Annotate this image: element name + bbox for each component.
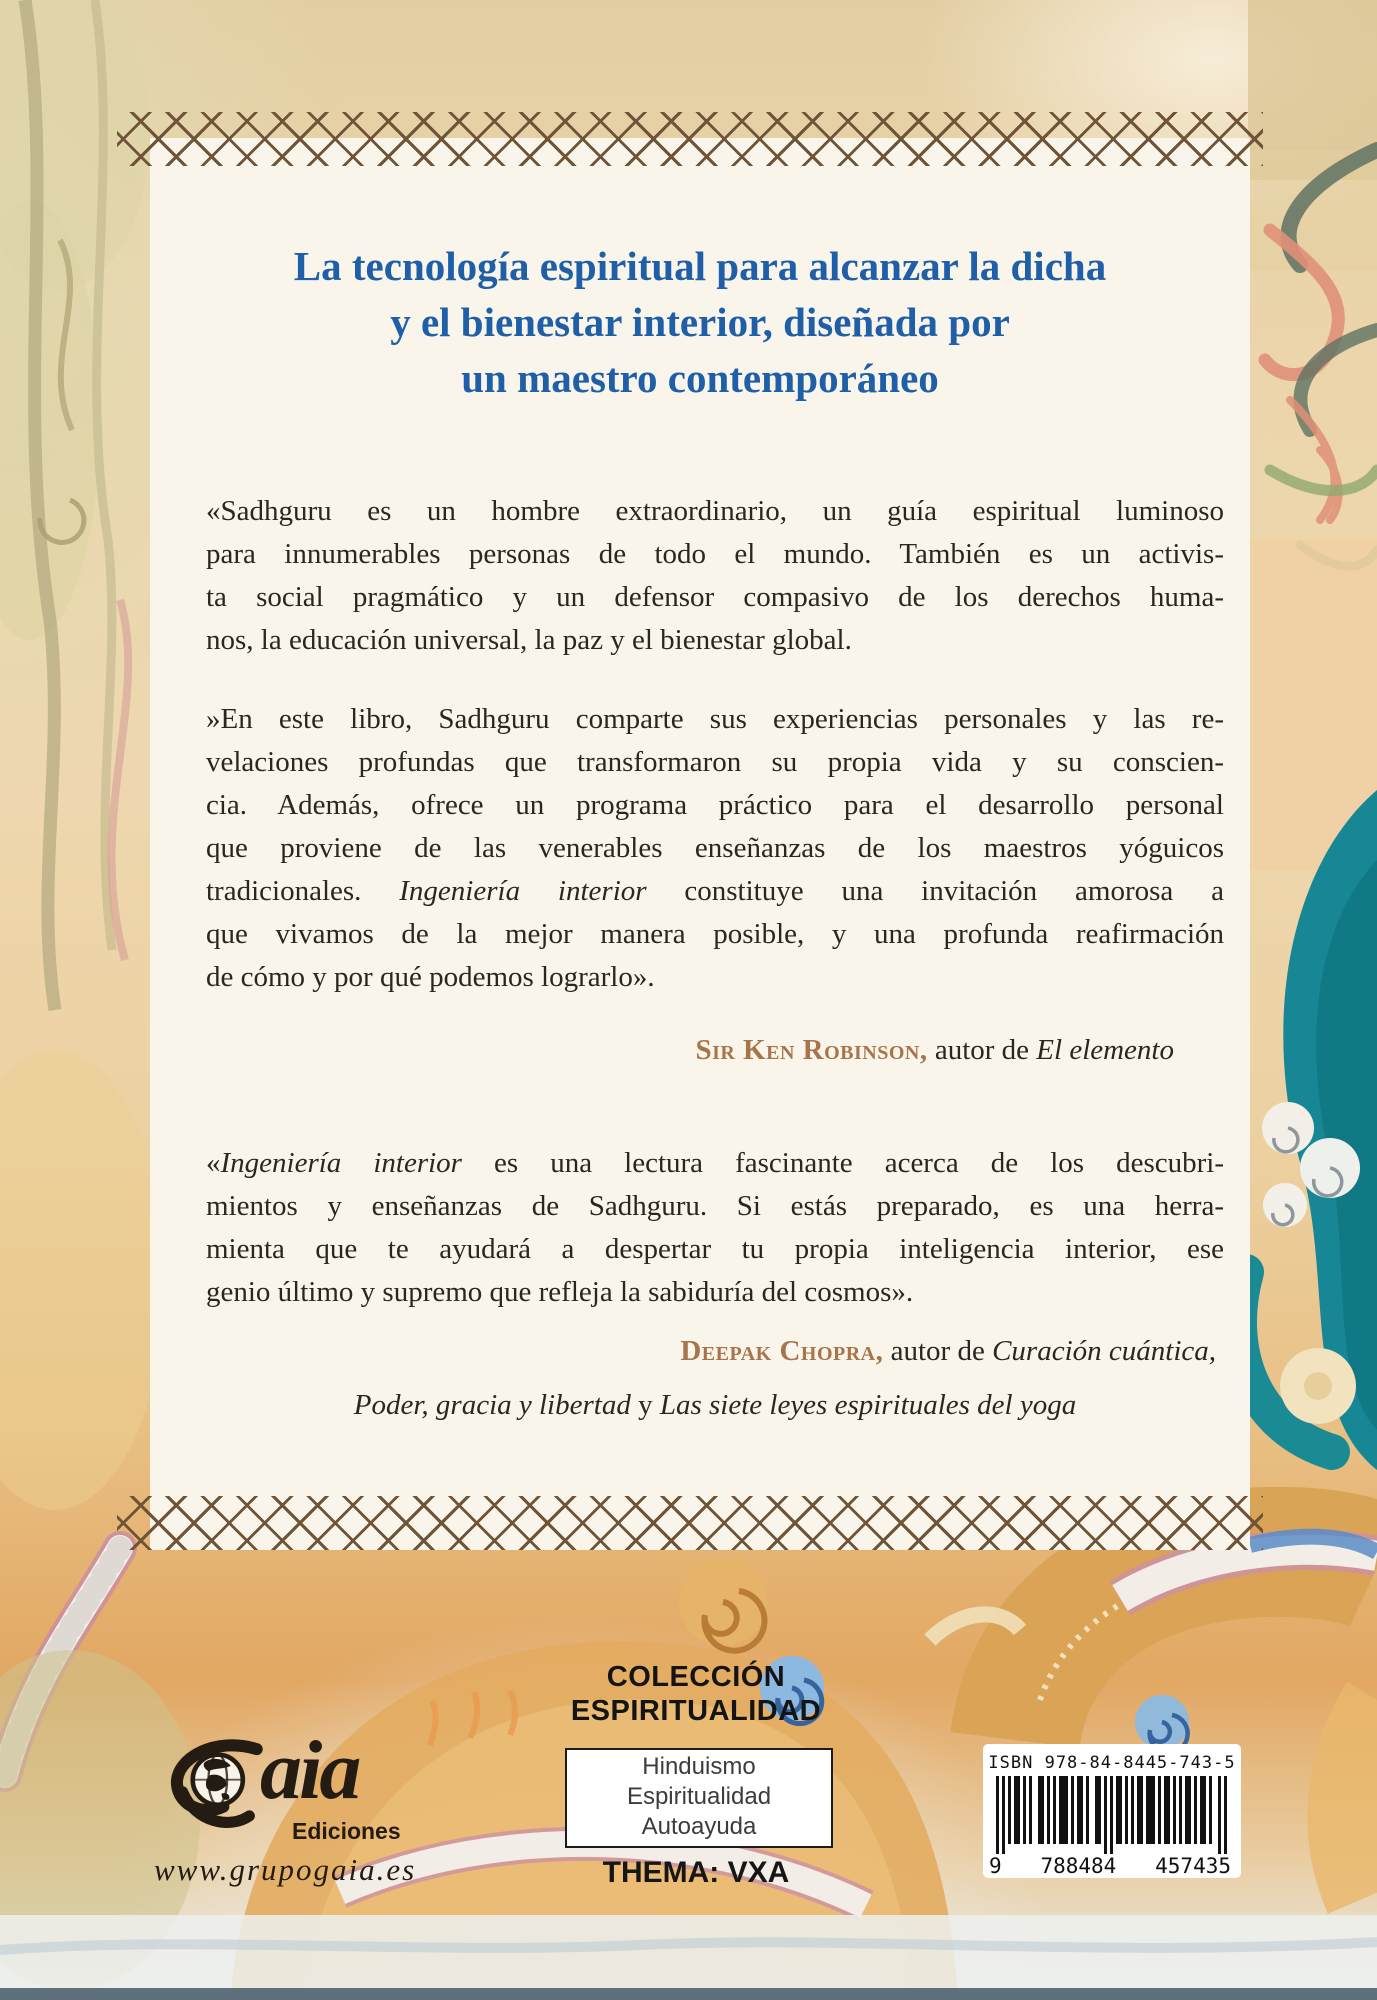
quote-line xyxy=(206,870,1224,913)
barcode-digits xyxy=(989,1854,1231,1878)
text-panel xyxy=(150,138,1250,1550)
attribution-name: Deepak Chopra, xyxy=(680,1335,884,1367)
attribution-text: autor de xyxy=(883,1335,993,1367)
quote-line: ta social pragmático y un defensor compasivo de los derechos huma- xyxy=(206,581,1224,613)
publisher-logo-block xyxy=(150,1724,450,1902)
headline-line: un maestro contemporáneo xyxy=(461,355,939,401)
category-item: Autoayuda xyxy=(641,1813,757,1840)
thema-code: THEMA: VXA xyxy=(602,1856,790,1889)
quote-text: constituye una invitación amorosa a xyxy=(646,875,1224,907)
quote-line: velaciones profundas que transformaron su propia vida y su conscien- xyxy=(206,746,1224,778)
attribution-line xyxy=(206,1324,1224,1378)
category-box xyxy=(565,1748,833,1848)
attribution-work-italic: Las siete leyes espirituales del yoga xyxy=(659,1389,1077,1421)
collection-line: ESPIRITUALIDAD xyxy=(570,1695,822,1727)
quote-line xyxy=(206,1142,1224,1185)
barcode-digit-group: 457435 xyxy=(1155,1854,1231,1878)
attribution-name: Sir Ken Robinson, xyxy=(695,1034,928,1066)
attribution-text: autor de xyxy=(927,1034,1037,1066)
publisher-tagline: Ediciones xyxy=(292,1818,401,1844)
quote-line: de cómo y por qué podemos lograrlo». xyxy=(206,961,655,993)
quote-line: mienta que te ayudará a despertar tu propia inteligencia interior, ese xyxy=(206,1233,1224,1265)
deity-artwork xyxy=(1239,540,1377,1470)
attribution-work-italic: Poder, gracia y libertad xyxy=(353,1389,631,1421)
quote-book-description xyxy=(206,698,1224,999)
quote-line: »En este libro, Sadhguru comparte sus experiencias personales y las re- xyxy=(206,703,1224,735)
attribution-ken-robinson xyxy=(206,1034,1224,1067)
quote-text: es una lectura fascinante acerca de los descubri- xyxy=(461,1147,1224,1179)
publisher-website: www.grupogaia.es xyxy=(154,1852,417,1887)
category-item: Hinduismo xyxy=(642,1753,756,1780)
quote-sadhguru-intro xyxy=(206,490,1224,662)
attribution-deepak-chopra xyxy=(206,1324,1224,1432)
collection-line: COLECCIÓN xyxy=(606,1661,786,1693)
book-title-italic: Ingeniería interior xyxy=(220,1147,462,1179)
quote-line: «Sadhguru es un hombre extraordinario, un guía espiritual luminoso xyxy=(206,495,1224,527)
attribution-work-italic: El elemento xyxy=(1036,1034,1174,1066)
attribution-work-italic: Curación cuántica, xyxy=(992,1335,1216,1367)
quote-line: nos, la educación universal, la paz y el bienestar global. xyxy=(206,624,852,656)
quote-line: para innumerables personas de todo el mundo. También es un activis- xyxy=(206,538,1224,570)
barcode-digit-group: 9 xyxy=(989,1854,1002,1878)
isbn-label xyxy=(983,1744,1241,1878)
book-title-italic: Ingeniería interior xyxy=(399,875,647,907)
publisher-wordmark: aia xyxy=(260,1724,359,1817)
category-item: Espiritualidad xyxy=(626,1783,772,1810)
gaia-globe-icon xyxy=(164,1738,266,1840)
headline xyxy=(178,238,1222,406)
quote-text: « xyxy=(206,1147,221,1179)
tree-artwork xyxy=(0,0,165,1510)
collection-label xyxy=(516,1660,876,1728)
attribution-line xyxy=(206,1378,1224,1432)
lattice-border-bottom-icon xyxy=(117,1496,1263,1550)
isbn-number: ISBN 978-84-8445-743-5 xyxy=(988,1753,1236,1773)
barcode-digit-group: 788484 xyxy=(1040,1854,1117,1878)
lattice-border-top-icon xyxy=(117,112,1263,166)
quote-line: mientos y enseñanzas de Sadhguru. Si estás preparado, es una herra- xyxy=(206,1190,1224,1222)
barcode-icon xyxy=(996,1776,1228,1856)
headline-line: y el bienestar interior, diseñada por xyxy=(390,299,1010,345)
quote-deepak-chopra xyxy=(206,1142,1224,1314)
quote-line: genio último y supremo que refleja la sabiduría del cosmos». xyxy=(206,1276,914,1308)
quote-line: que vivamos de la mejor manera posible, y una profunda reafirmación xyxy=(206,918,1224,950)
quote-text: tradicionales. xyxy=(206,875,400,907)
quote-line: cia. Además, ofrece un programa práctico para el desarrollo personal xyxy=(206,789,1224,821)
headline-line: La tecnología espiritual para alcanzar la dicha xyxy=(293,243,1107,289)
attribution-text: y xyxy=(630,1389,660,1421)
quote-line: que proviene de las venerables enseñanzas de los maestros yóguicos xyxy=(206,832,1224,864)
